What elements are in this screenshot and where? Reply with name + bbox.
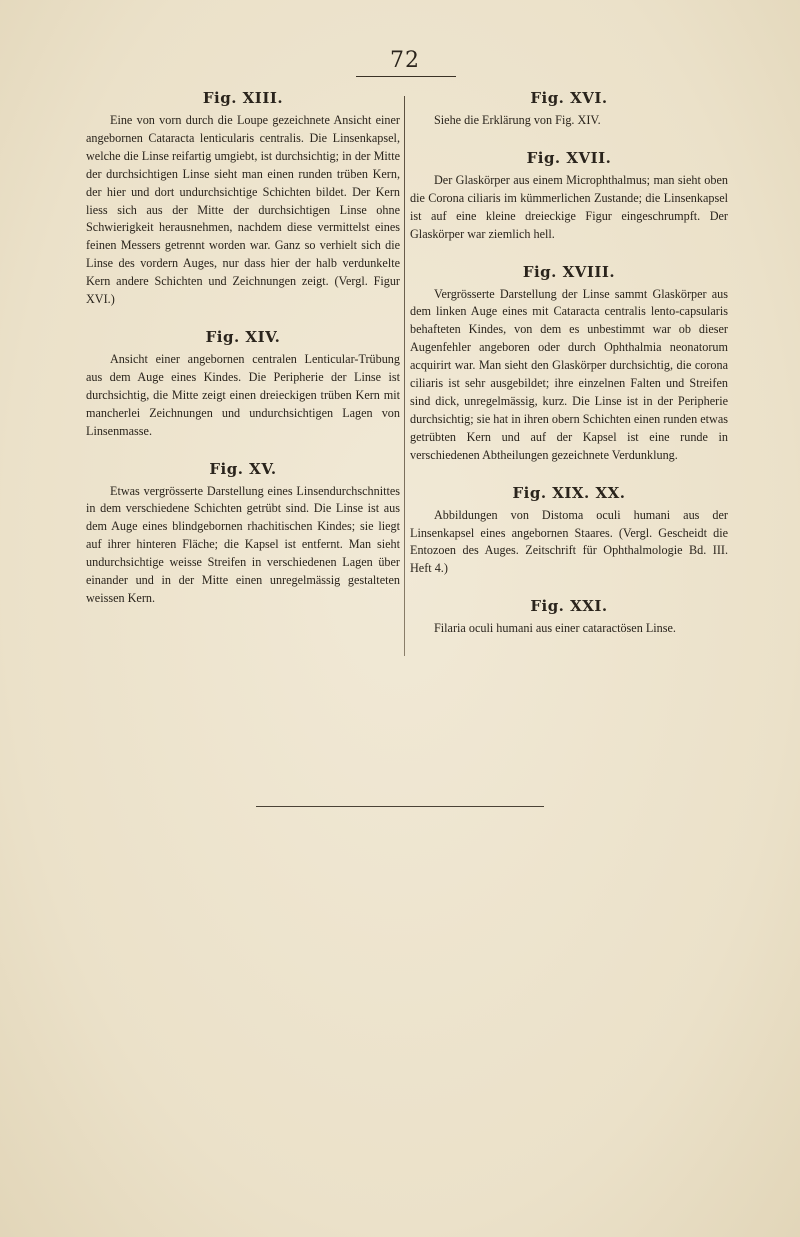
page-number-rule [356, 76, 456, 77]
figure-heading: Fig. XIX. XX. [512, 483, 626, 502]
page-number: 72 [390, 48, 420, 73]
figure-entry [410, 483, 728, 579]
figure-entry [86, 459, 400, 608]
figure-heading: Fig. XXI. [530, 597, 608, 616]
bottom-rule [256, 806, 544, 807]
figure-description: Ansicht einer angebornen centralen Lenticular-Trübung aus dem Auge eines Kindes. Die Peripherie der Linse ist durchsichtig, die Mitte zeigt einen dreieckigen trüben Kern mit mancherlei Zeichnungen und undurchsichtigen Lagen von Linsenmasse. [86, 351, 400, 438]
figure-heading: Fig. XV. [209, 459, 277, 478]
figure-entry [410, 148, 728, 244]
figure-description: Etwas vergrösserte Darstellung eines Linsendurchschnittes in dem verschiedene Schichten getrübt sind. Die Linse ist aus dem Auge eines blindgebornen rhachitischen Kindes; sie liegt auf ihrer hinteren Fläche; die Kapsel ist entfernt. Man sieht undurchsichtige weisse Streifen in verschiedenen Lagen über einander und in der Mitte einen unregelmässig gestalteten weissen Kern. [86, 483, 400, 605]
figure-heading: Fig. XVIII. [522, 262, 616, 281]
figure-heading: Fig. XVII. [526, 148, 612, 167]
column-divider [404, 96, 405, 656]
figure-description: Filaria oculi humani aus einer cataractösen Linse. [434, 621, 676, 636]
right-column [410, 88, 728, 656]
figure-description: Eine von vorn durch die Loupe gezeichnete Ansicht einer angebornen Cataracta lenticularis centralis. Die Linsenkapsel, welche die Linse reifartig umgiebt, ist durchsichtig; in der Mitte der durchsichtigen Linse sieht man einen runden trüben Kern, der hier und dort undurchsichtige Schichten bildet. Der Kern liess sich aus der Mitte der durchsichtigen Linse ohne Schwierigkeit herausnehmen, nachdem diese vermittelst eines feinen Messers getrennt worden war. Ganz so verhielt sich die Linse des vordern Auges, nur dass hier der halb verdunkelte Kern andere Schichten und Zeichnungen zeigt. (Vergl. Figur XVI.) [86, 113, 400, 307]
figure-description: Siehe die Erklärung von Fig. XIV. [434, 113, 601, 127]
figure-description: Vergrösserte Darstellung der Linse sammt Glaskörper aus dem linken Auge eines mit Cataracta centralis lento-capsularis behafteten Kindes, von dem es unbestimmt war ob dieser Augenfehler angeboren oder durch Ophthalmia neonatorum acquirirt war. Man sieht den Glaskörper durchsichtig, die corona ciliaris ist sehr ausgebildet; ihre einzelnen Falten und Streifen sind dick, unregelmässig, kurz. Die Linse ist in der Peripherie durchsichtig; sie hat in ihren obern Schichten einen runden etwas getrübten Kern und auf der Kapsel ist eine runde in verschiedenen Abtheilungen gezeichnete Verdunklung. [410, 286, 728, 462]
figure-description: Abbildungen von Distoma oculi humani aus der Linsenkapsel eines angebornen Staares. (Vergl. Gescheidt die Entozoen des Auges. Zeitschrift für Ophthalmologie Bd. III. Heft 4.) [410, 507, 728, 576]
left-column [86, 88, 400, 626]
figure-entry [86, 88, 400, 309]
figure-heading: Fig. XVI. [530, 89, 608, 107]
figure-entry [410, 596, 728, 638]
figure-heading: Fig. XIII. [202, 89, 284, 107]
figure-entry [86, 327, 400, 441]
figure-heading: Fig. XIV. [205, 327, 281, 346]
figure-entry [410, 262, 728, 465]
figure-description: Der Glaskörper aus einem Microphthalmus; man sieht oben die Corona ciliaris im kümmerlichen Zustande; die Linsenkapsel ist auf eine kleine dreieckige Figur eingeschrumpft. Der Glaskörper war ziemlich hell. [410, 172, 728, 241]
figure-entry [410, 88, 728, 130]
